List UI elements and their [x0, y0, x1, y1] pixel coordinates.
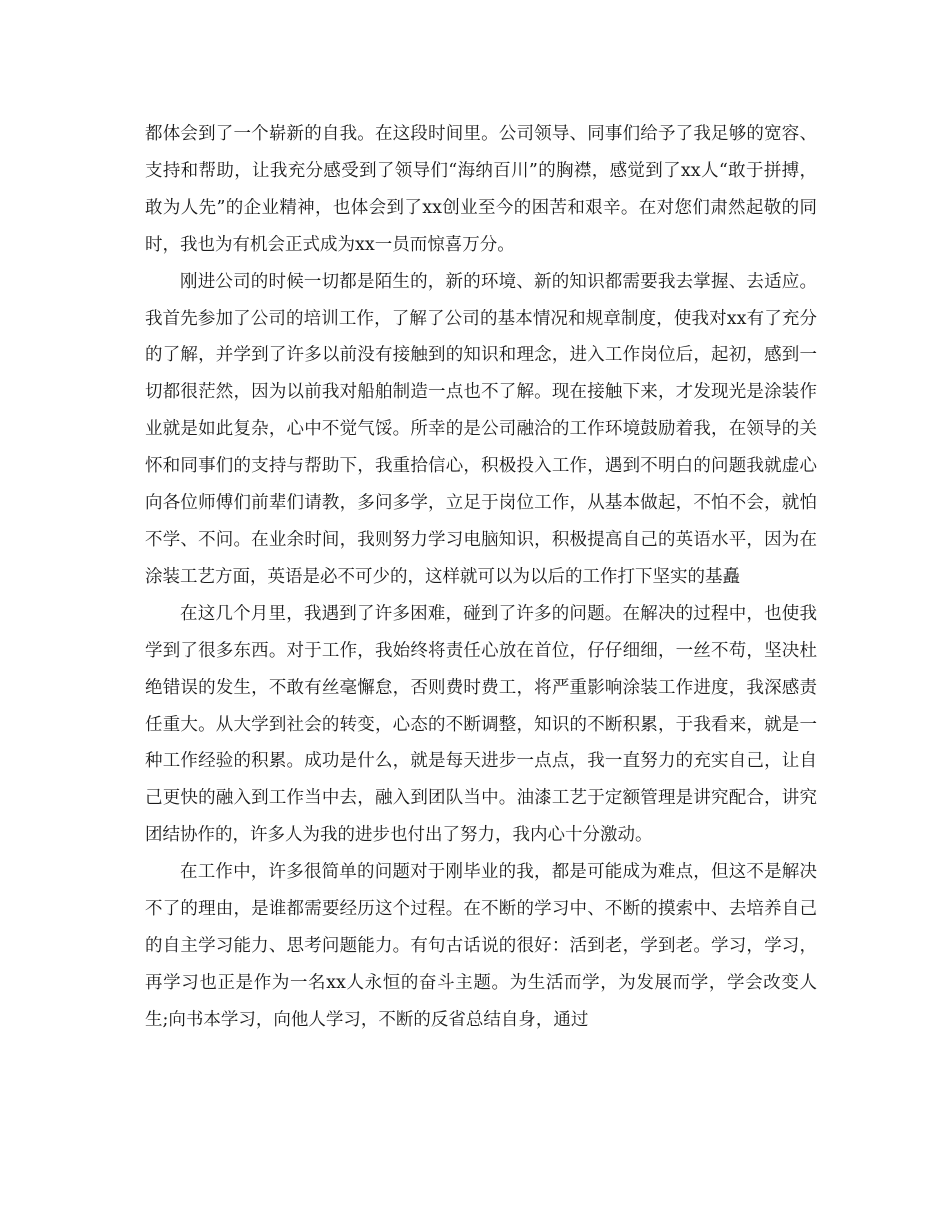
paragraph-difficulties: 在这几个月里，我遇到了许多困难，碰到了许多的问题。在解决的过程中，也使我学到了很多东西。对于工作，我始终将责任心放在首位，仔仔细细，一丝不苟，坚决杜绝错误的发生，不敢有丝毫懈怠，否则费时费工，将严重影响涂装工作进度，我深感责任重大。从大学到社会的转变，心态的不断调整，知识的不断积累，于我看来，就是一种工作经验的积累。成功是什么，就是每天进步一点点，我一直努力的充实自己，让自己更快的融入到工作当中去，融入到团队当中。油漆工艺于定额管理是讲究配合，讲究团结协作的，许多人为我的进步也付出了努力，我内心十分激动。 [145, 603, 817, 846]
paragraph-intro: 都体会到了一个崭新的自我。在这段时间里。公司领导、同事们给予了我足够的宽容、支持和帮助，让我充分感受到了领导们“海纳百川”的胸襟，感觉到了xx人“敢于拼搏，敢为人先”的企业精神，也体会到了xx创业至今的困苦和艰辛。在对您们肃然起敬的同时，我也为有机会正式成为xx一员而惊喜万分。 [145, 124, 817, 255]
paragraph-learning: 在工作中，许多很简单的问题对于刚毕业的我，都是可能成为难点，但这不是解决不了的理由，是谁都需要经历这个过程。在不断的学习中、不断的摸索中、去培养自己的自主学习能力、思考问题能力。有句古话说的很好：活到老，学到老。学习，学习，再学习也正是作为一名xx人永恒的奋斗主题。为生活而学，为发展而学，学会改变人生;向书本学习，向他人学习，不断的反省总结自身，通过 [145, 862, 817, 1030]
paragraph-joining-company: 刚进公司的时候一切都是陌生的，新的环境、新的知识都需要我去掌握、去适应。我首先参加了公司的培训工作，了解了公司的基本情况和规章制度，使我对xx有了充分的了解，并学到了许多以前没有接触到的知识和理念，进入工作岗位后，起初，感到一切都很茫然，因为以前我对船舶制造一点也不了解。现在接触下来，才发现光是涂装作业就是如此复杂，心中不觉气馁。所幸的是公司融洽的工作环境鼓励着我，在领导的关怀和同事们的支持与帮助下，我重拾信心，积极投入工作，遇到不明白的问题我就虚心向各位师傅们前辈们请教，多问多学，立足于岗位工作，从基本做起，不怕不会，就怕不学、不问。在业余时间，我则努力学习电脑知识，积极提高自己的英语水平，因为在涂装工艺方面，英语是必不可少的，这样就可以为以后的工作打下坚实的基矗 [145, 271, 817, 587]
document-body [145, 116, 817, 1039]
